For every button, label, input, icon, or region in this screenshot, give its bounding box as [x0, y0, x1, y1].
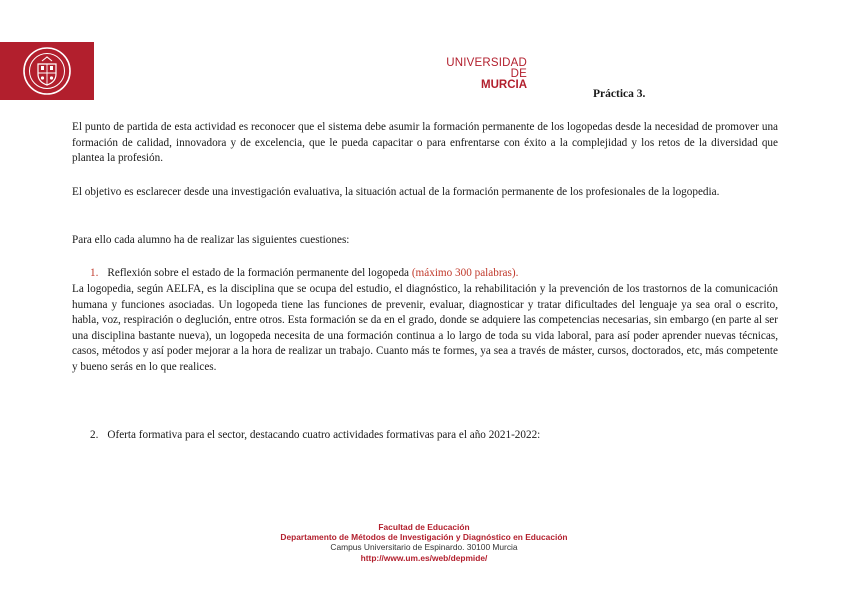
question-text: Oferta formativa para el sector, destacando cuatro actividades formativas para el año 2021-2022: [107, 429, 541, 441]
page-footer [224, 522, 624, 563]
university-seal-icon [22, 46, 72, 96]
question-end: . [515, 267, 519, 279]
question-number: 1. [90, 267, 99, 279]
question-text: Reflexión sobre el estado de la formación permanente del logopeda [107, 267, 412, 279]
question-item-1 [90, 266, 518, 282]
university-name-line2: MURCIA [481, 79, 527, 91]
footer-url-link[interactable]: http://www.um.es/web/depmide/ [360, 552, 488, 563]
answer-paragraph: La logopedia, según AELFA, es la disciplina que se ocupa del estudio, el diagnóstico, la rehabilitación y la prevención de los trastornos de la comunicación humana y funciones asociadas. Un logopeda tiene las funciones de prevenir, evaluar, diagnosticar y tratar dificultades del lenguaje ya sea oral o escrito, habla, voz, respiración o deglución, entre otros. Esta formación se da en el grado, donde se adquiere las competencias necesarias, sin embargo (en parte al ser una disciplina bastante nueva), un logopeda necesita de una formación continua a lo largo de toda su vida laboral, para así poder aprender nuevas técnicas, casos, métodos y así poder mejorar a la hora de realizar un trabajo. Cuanto más te formes, ya sea a través de máster, cursos, doctorados, etc, más competente y bueno serás en lo que realices. [72, 283, 778, 373]
word-limit-note: (máximo 300 palabras) [411, 267, 516, 279]
university-seal [0, 42, 94, 100]
paragraph-instructions: Para ello cada alumno ha de realizar las siguientes cuestiones: [72, 234, 350, 246]
footer-department: Departamento de Métodos de Investigación y Diagnóstico en Educación [280, 532, 568, 543]
paragraph-objective: El objetivo es esclarecer desde una investigación evaluativa, la situación actual de la formación permanente de los profesionales de la logopedia. [72, 186, 720, 198]
question-item-2 [90, 428, 540, 444]
footer-address: Campus Universitario de Espinardo. 30100 Murcia [330, 542, 518, 553]
university-name-line1: UNIVERSIDAD DE [446, 57, 527, 80]
question-number: 2. [90, 429, 99, 441]
university-logo [427, 58, 527, 91]
practice-title: Práctica 3. [593, 88, 646, 100]
footer-faculty: Facultad de Educación [378, 522, 470, 532]
paragraph-intro: El punto de partida de esta actividad es reconocer que el sistema debe asumir la formación permanente de los logopedas desde la necesidad de promover una formación de calidad, innovadora y de excelencia, que le pueda capacitar o para enfrentarse con éxito a la complejidad y los retos de la diversidad que plantea la profesión. [72, 121, 778, 165]
